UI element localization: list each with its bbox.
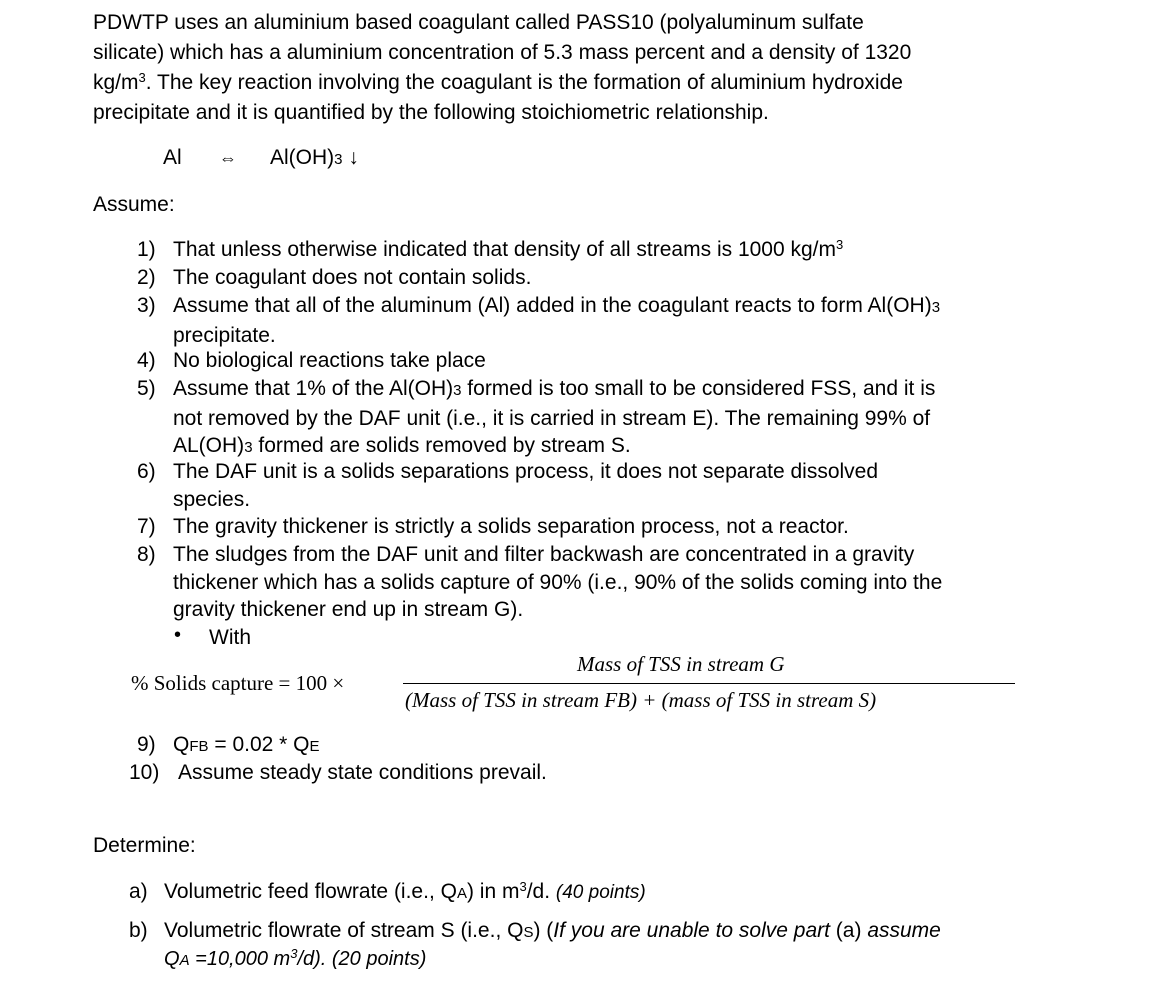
assumption-3-number: 3) [137, 294, 156, 317]
assumption-8-number: 8) [137, 543, 156, 566]
assume-heading: Assume: [93, 193, 175, 216]
question-b-line-2: QA =10,000 $m^3/d$). (20 points) [164, 946, 427, 970]
question-b-label: b) [129, 919, 148, 942]
reaction-equilibrium-arrow: ⇔ [219, 148, 237, 168]
intro-line-4: precipitate and it is quantified by the following stoichiometric relationship. [93, 101, 769, 124]
formula-lhs: % Solids capture = 100 × [131, 671, 345, 695]
assumption-2-number: 2) [137, 266, 156, 289]
assumption-7-number: 7) [137, 515, 156, 538]
assumption-4-text: No biological reactions take place [173, 349, 486, 372]
reaction-product: Al(OH)3 ↓ [270, 146, 359, 169]
assumption-2-text: The coagulant does not contain solids. [173, 266, 532, 289]
assumption-3-text: Assume that all of the aluminum (Al) added in the coagulant reacts to form Al(OH)3 precipitate. [173, 294, 941, 347]
with-text: With [209, 626, 251, 649]
determine-heading: Determine: [93, 834, 196, 857]
assumption-6-text: The DAF unit is a solids separations process, it does not separate dissolved species. [173, 460, 879, 511]
assumption-5-number: 5) [137, 377, 156, 400]
assumption-1-number: 1) [137, 238, 156, 261]
fraction-bar [403, 683, 1015, 684]
reaction-reactant: Al [163, 146, 182, 169]
intro-line-3: $kg/m^3$. The key reaction involving the coagulant is the formation of aluminium hydroxide [93, 70, 903, 94]
intro-line-2: silicate) which has a aluminium concentration of 5.3 mass percent and a density of 1320 [93, 41, 912, 64]
formula-denominator: (Mass of TSS in stream FB) + (mass of TSS in stream S) [405, 688, 877, 712]
assumption-4-number: 4) [137, 349, 156, 372]
assumption-5-text: Assume that 1% of the Al(OH)3 formed is too small to be considered FSS, and it is not removed by the DAF unit (i.e., it is carried in stream E). The remaining 99% of AL(OH)3 formed are solids removed by stream S. [173, 377, 936, 458]
assumption-1-text: That unless otherwise indicated that density of all streams is 1000 $kg/m^3$ [173, 237, 844, 261]
assumption-7-text: The gravity thickener is strictly a solids separation process, not a reactor. [173, 515, 849, 538]
question-a-text: Volumetric feed flowrate (i.e., QA) in $m^3/d$. (40 points) [164, 879, 646, 903]
assumption-6-number: 6) [137, 460, 156, 483]
bullet-icon: • [174, 624, 182, 646]
question-b-text: Volumetric flowrate of stream S (i.e., QS) (If you are unable to solve part (a) assume [164, 919, 941, 942]
assumption-8-text: The sludges from the DAF unit and filter backwash are concentrated in a gravity thickener which has a solids capture of 90% (i.e., 90% of the solids coming into the gravity thickener end up in stream G). [173, 543, 943, 622]
intro-paragraph [93, 8, 1093, 128]
assumption-9-text: QFB = 0.02 * QE [173, 733, 320, 756]
question-a-label: a) [129, 880, 148, 903]
formula-numerator: Mass of TSS in stream G [577, 652, 785, 676]
assumption-9-number: 9) [137, 733, 156, 756]
assumption-10-number: 10) [129, 761, 160, 784]
intro-line-1: PDWTP uses an aluminium based coagulant called PASS10 (polyaluminum sulfate [93, 11, 864, 34]
assumption-10-text: Assume steady state conditions prevail. [178, 761, 547, 784]
precipitate-arrow: ↓ [348, 146, 359, 169]
